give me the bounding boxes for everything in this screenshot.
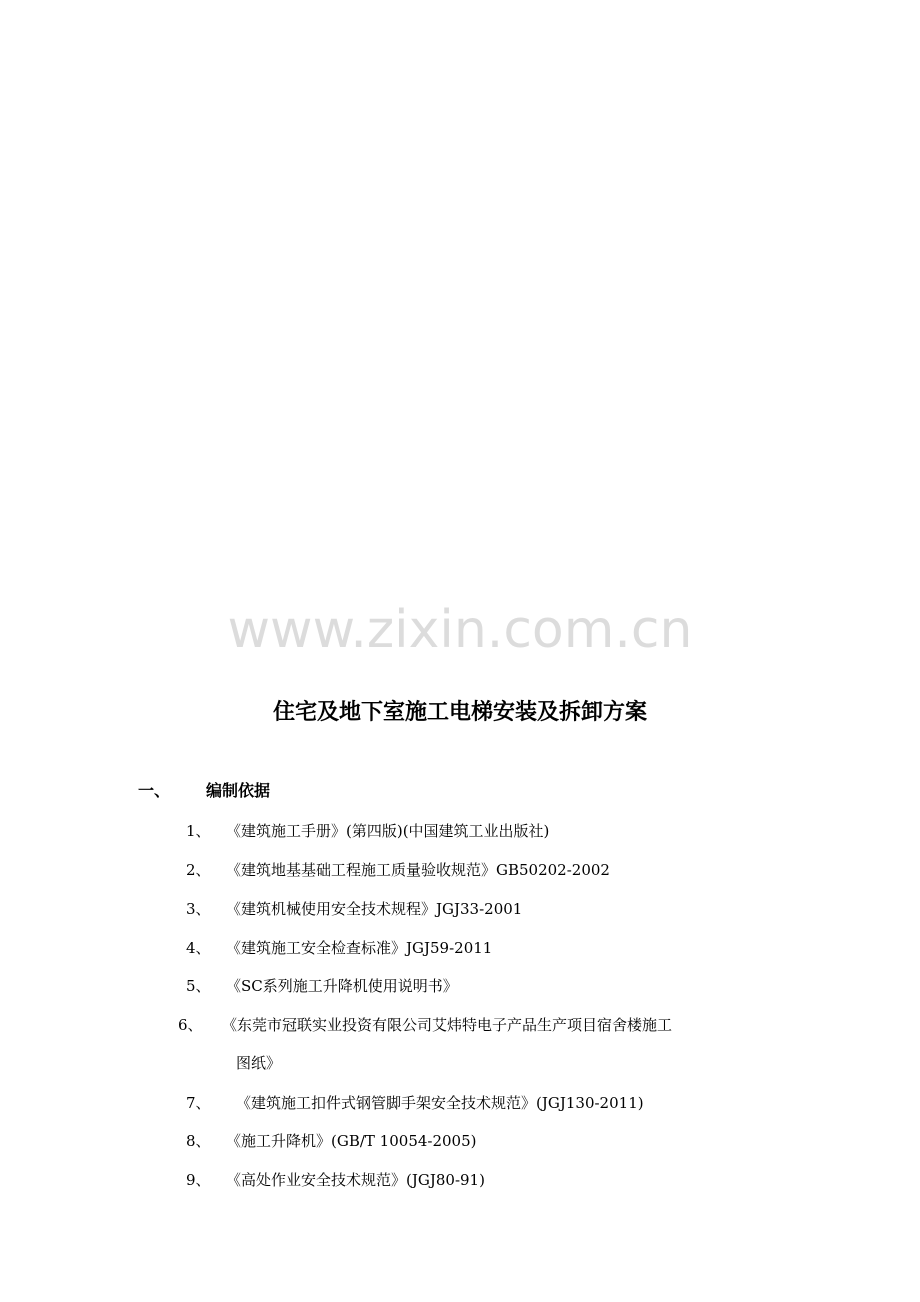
reference-number: 2、 [186, 861, 211, 879]
document-title: 住宅及地下室施工电梯安装及拆卸方案 [272, 700, 647, 725]
reference-text: 《高处作业安全技术规范》(JGJ80-91) [226, 1171, 485, 1189]
reference-text: 《东莞市冠联实业投资有限公司艾炜特电子产品生产项目宿舍楼施工 [222, 1016, 673, 1034]
section-heading: 编制依据 [206, 781, 271, 800]
reference-text: 《建筑施工手册》(第四版)(中国建筑工业出版社) [226, 822, 550, 840]
watermark: www.zixin.com.cn [227, 600, 693, 660]
reference-text: 《建筑施工安全检查标准》JGJ59-2011 [226, 939, 493, 957]
reference-number: 4、 [186, 939, 211, 957]
reference-text: 《建筑机械使用安全技术规程》JGJ33-2001 [226, 900, 523, 918]
reference-number: 6、 [178, 1016, 203, 1034]
reference-text: 《建筑地基基础工程施工质量验收规范》GB50202-2002 [226, 861, 610, 879]
section-number: 一、 [138, 781, 171, 800]
reference-number: 9、 [186, 1171, 211, 1189]
reference-number: 1、 [186, 822, 211, 840]
reference-number: 5、 [186, 977, 211, 995]
reference-number: 3、 [186, 900, 211, 918]
reference-text: 《施工升降机》(GB/T 10054-2005) [226, 1132, 477, 1150]
reference-text: 《建筑施工扣件式钢管脚手架安全技术规范》(JGJ130-2011) [236, 1094, 644, 1112]
reference-text: 《SC系列施工升降机使用说明书》 [226, 977, 458, 995]
reference-number: 8、 [186, 1132, 211, 1150]
reference-text: 图纸》 [236, 1054, 282, 1072]
reference-number: 7、 [186, 1094, 211, 1112]
